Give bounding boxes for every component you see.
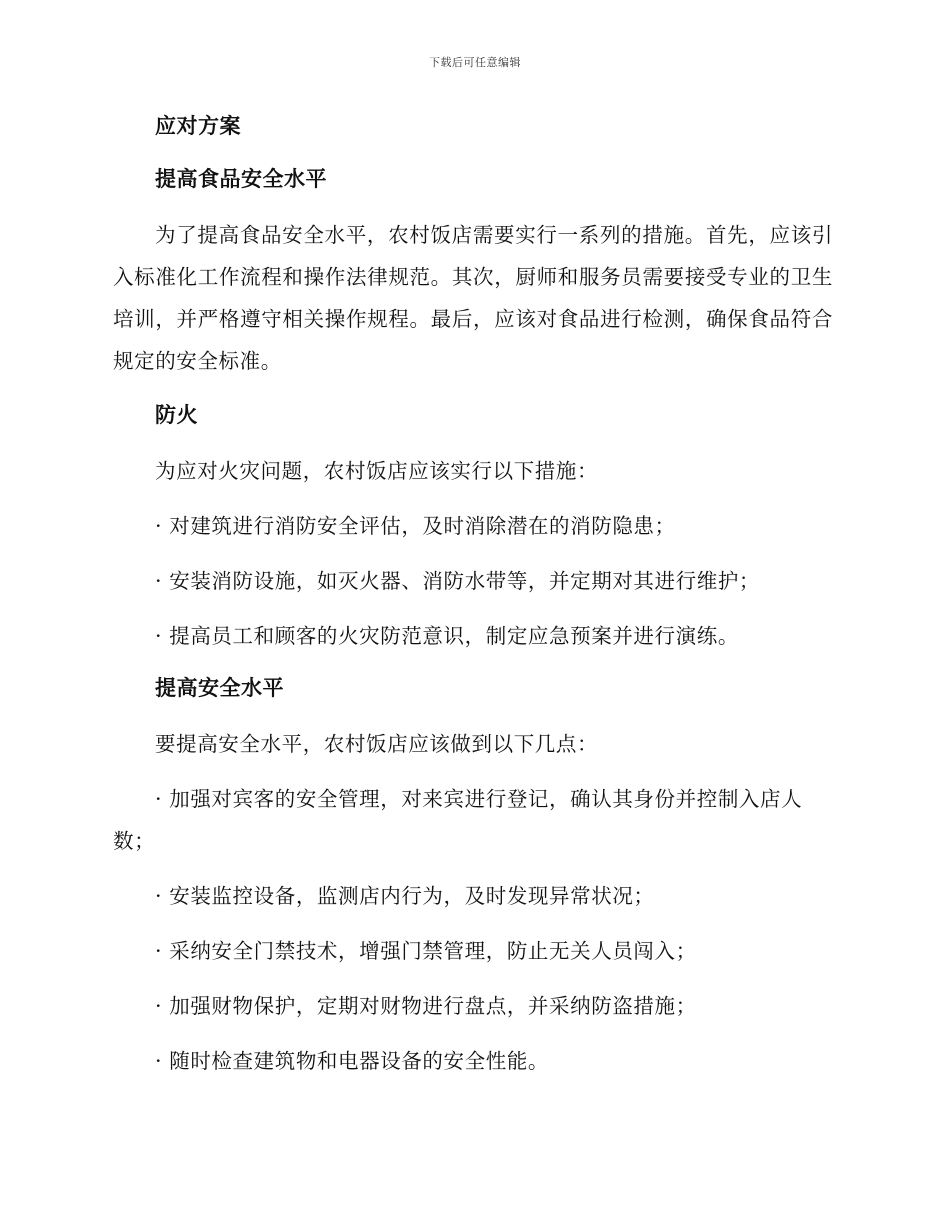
paragraph-security-intro: 要提高安全水平，农村饭店应该做到以下几点： <box>155 732 599 756</box>
list-item-fire-1: · 对建筑进行消防安全评估，及时消除潜在的消防隐患； <box>155 514 676 538</box>
list-item-security-4: · 加强财物保护，定期对财物进行盘点，并采纳防盗措施； <box>155 994 697 1018</box>
list-item-security-3: · 采纳安全门禁技术，增强门禁管理，防止无关人员闯入； <box>155 939 697 963</box>
document-body <box>113 108 833 1095</box>
paragraph-fire-intro: 为应对火灾问题，农村饭店应该实行以下措施： <box>155 459 599 483</box>
list-item-security-5: · 随时检查建筑物和电器设备的安全性能。 <box>155 1049 550 1073</box>
list-item-fire-2: · 安装消防设施，如灭火器、消防水带等，并定期对其进行维护； <box>155 569 761 593</box>
section-heading-food-safety: 提高食品安全水平 <box>155 167 327 191</box>
list-item-fire-3: · 提高员工和顾客的火灾防范意识，制定应急预案并进行演练。 <box>155 624 739 648</box>
section-title-response-plan: 应对方案 <box>155 114 241 138</box>
page-header: 下载后可任意编辑 <box>429 56 521 69</box>
section-heading-security: 提高安全水平 <box>155 676 284 700</box>
section-heading-fire: 防火 <box>155 403 198 427</box>
list-item-security-2: · 安装监控设备，监测店内行为，及时发现异常状况； <box>155 884 655 908</box>
paragraph-food-safety: 为了提高食品安全水平，农村饭店需要实行一系列的措施。首先，应该引入标准化工作流程和操作法律规范。其次，厨师和服务员需要接受专业的卫生培训，并严格遵守相关操作规程。最后，应该对食品进行检测，确保食品符合规定的安全标准。 <box>113 223 833 373</box>
list-item-security-1: · 加强对宾客的安全管理，对来宾进行登记，确认其身份并控制入店人数； <box>113 787 803 853</box>
